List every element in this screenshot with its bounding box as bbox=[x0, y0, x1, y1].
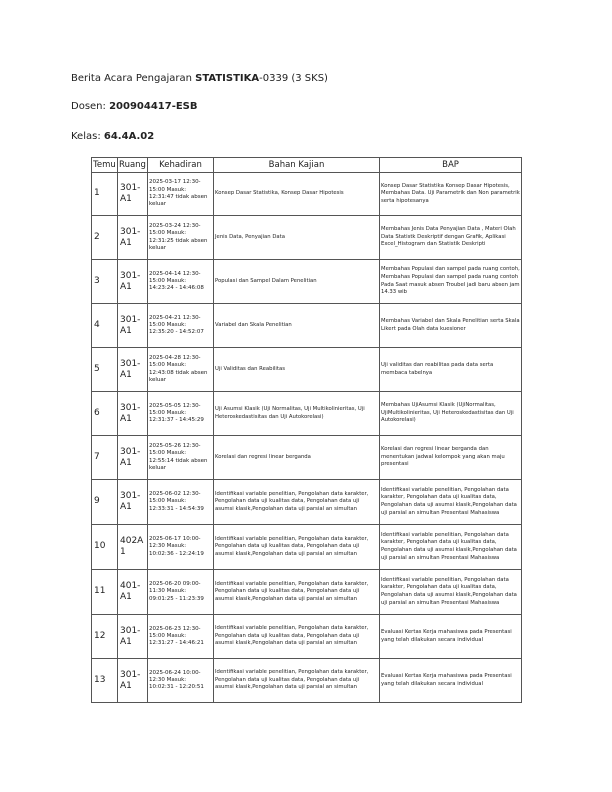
cell-bap: Konsep Dasar Statistika Konsep Dasar Hipotesis, Membahas Data. Uji Parametrik dan Non parametrik serta hipotesanya bbox=[380, 173, 522, 216]
cell-bap: Membahas Populasi dan sampel pada ruang contoh, Membahas Populasi dan sampel pada ruang contoh Pada Saat masuk absen Troubel jadi baru absen jam 14.33 wib bbox=[380, 260, 522, 304]
cell-bap: Uji validitas dan reabilitas pada data serta membaca tabelnya bbox=[380, 348, 522, 392]
col-header-temu: Temu bbox=[92, 158, 118, 173]
cell-bap: Evaluasi Kertas Kerja mahasiswa pada Presentasi yang telah dilakukan secara individual bbox=[380, 659, 522, 703]
cell-bahan-kajian: Identifikasi variable penelitian, Pengolahan data karakter, Pengolahan data uji kualitas data, Pengolahan data uji asumsi klasik,Pengolahan data uji parsial an simultan bbox=[214, 480, 380, 525]
col-header-bap: BAP bbox=[380, 158, 522, 173]
cell-bap: Membahas Variabel dan Skala Penelitian serta Skala Likert pada Olah data kuesioner bbox=[380, 304, 522, 348]
table-row bbox=[92, 480, 522, 525]
cell-bahan-kajian: Identifikasi variable penelitian, Pengolahan data karakter, Pengolahan data uji kualitas data, Pengolahan data uji asumsi klasik,Pengolahan data uji parsial an simultan bbox=[214, 659, 380, 703]
cell-kehadiran: 2025-04-14 12:30-15:00 Masuk: 14:23:24 - 14:46:08 bbox=[148, 260, 214, 304]
lecturer-label: Dosen: bbox=[71, 101, 110, 112]
table-row bbox=[92, 659, 522, 703]
table-row bbox=[92, 173, 522, 216]
cell-bap: Identifikasi variable penelitian, Pengolahan data karakter, Pengolahan data uji kualitas data, Pengolahan data uji asumsi klasik,Pengolahan data uji parsial an simultan Presentasi Mahasiswa bbox=[380, 480, 522, 525]
cell-temu: 10 bbox=[92, 525, 118, 570]
cell-temu: 3 bbox=[92, 260, 118, 304]
cell-temu: 9 bbox=[92, 480, 118, 525]
cell-kehadiran: 2025-04-21 12:30-15:00 Masuk: 12:35:20 - 14:52:07 bbox=[148, 304, 214, 348]
cell-bap: Identifikasi variable penelitian, Pengolahan data karakter, Pengolahan data uji kualitas data, Pengolahan data uji asumsi klasik,Pengolahan data uji parsial an simultan Presentasi Mahasiswa bbox=[380, 525, 522, 570]
cell-kehadiran: 2025-05-05 12:30-15:00 Masuk: 12:31:37 - 14:45:29 bbox=[148, 392, 214, 436]
table-row bbox=[92, 570, 522, 615]
cell-kehadiran: 2025-06-24 10:00-12:30 Masuk: 10:02:31 - 12:20:51 bbox=[148, 659, 214, 703]
col-header-ruang: Ruang bbox=[118, 158, 148, 173]
col-header-bahan-kajian: Bahan Kajian bbox=[214, 158, 380, 173]
cell-temu: 6 bbox=[92, 392, 118, 436]
cell-ruang: 301-A1 bbox=[118, 659, 148, 703]
document-header bbox=[66, 70, 542, 146]
cell-kehadiran: 2025-06-23 12:30-15:00 Masuk: 12:31:27 - 14:46:21 bbox=[148, 615, 214, 659]
cell-ruang: 301-A1 bbox=[118, 436, 148, 480]
cell-bahan-kajian: Identifikasi variable penelitian, Pengolahan data karakter, Pengolahan data uji kualitas data, Pengolahan data uji asumsi klasik,Pengolahan data uji parsial an simultan bbox=[214, 570, 380, 615]
cell-kehadiran: 2025-03-17 12:30-15:00 Masuk: 12:31:47 tidak absen keluar bbox=[148, 173, 214, 216]
table-row bbox=[92, 525, 522, 570]
class-line bbox=[71, 131, 154, 142]
table-row bbox=[92, 304, 522, 348]
cell-bahan-kajian: Identifikasi variable penelitian, Pengolahan data karakter, Pengolahan data uji kualitas data, Pengolahan data uji asumsi klasik,Pengolahan data uji parsial an simultan bbox=[214, 525, 380, 570]
class-code: 64.4A.02 bbox=[103, 131, 155, 142]
cell-bahan-kajian: Populasi dan Sampel Dalam Penelitian bbox=[214, 260, 380, 304]
cell-ruang: 301-A1 bbox=[118, 480, 148, 525]
table-header-row bbox=[92, 158, 522, 173]
cell-ruang: 301-A1 bbox=[118, 173, 148, 216]
cell-temu: 1 bbox=[92, 173, 118, 216]
cell-kehadiran: 2025-05-26 12:30-15:00 Masuk: 12:55:14 tidak absen keluar bbox=[148, 436, 214, 480]
cell-temu: 13 bbox=[92, 659, 118, 703]
cell-temu: 12 bbox=[92, 615, 118, 659]
cell-bap: Membahas UjiAsumsi Klasik (UjiNormalitas, UjiMultikolinieritas, Uji Heteroskedastisitas dan Uji Autokorelasi) bbox=[380, 392, 522, 436]
cell-bap: Korelasi dan regresi linear berganda dan menentukan jadwal kelompok yang akan maju presentasi bbox=[380, 436, 522, 480]
course-name: STATISTIKA bbox=[195, 73, 260, 84]
cell-kehadiran: 2025-06-02 12:30-15:00 Masuk: 12:33:31 - 14:54:39 bbox=[148, 480, 214, 525]
cell-bap: Identifikasi variable penelitian, Pengolahan data karakter, Pengolahan data uji kualitas data, Pengolahan data uji asumsi klasik,Pengolahan data uji parsial an simultan Presentasi Mahasiswa bbox=[380, 570, 522, 615]
table-row bbox=[92, 260, 522, 304]
cell-kehadiran: 2025-06-20 09:00-11:30 Masuk: 09:01:25 - 11:23:39 bbox=[148, 570, 214, 615]
lecturer-line bbox=[71, 101, 198, 112]
cell-kehadiran: 2025-03-24 12:30-15:00 Masuk: 12:31:25 tidak absen keluar bbox=[148, 216, 214, 260]
cell-bap: Membahas Jenis Data Penyajian Data , Materi Olah Data Statistk Deskriptif dengan Grafik, Aplikasi Excel_Histogram dan Statistik Deskripti bbox=[380, 216, 522, 260]
table-row bbox=[92, 348, 522, 392]
cell-bahan-kajian: Korelasi dan regresi linear berganda bbox=[214, 436, 380, 480]
cell-ruang: 301-A1 bbox=[118, 216, 148, 260]
cell-temu: 2 bbox=[92, 216, 118, 260]
cell-bahan-kajian: Konsep Dasar Statistika, Konsep Dasar Hipotesis bbox=[214, 173, 380, 216]
cell-temu: 5 bbox=[92, 348, 118, 392]
cell-temu: 11 bbox=[92, 570, 118, 615]
cell-ruang: 301-A1 bbox=[118, 392, 148, 436]
course-code: -0339 (3 SKS) bbox=[259, 73, 328, 84]
cell-bahan-kajian: Identifikasi variable penelitian, Pengolahan data karakter, Pengolahan data uji kualitas data, Pengolahan data uji asumsi klasik,Pengolahan data uji parsial an simultan bbox=[214, 615, 380, 659]
cell-kehadiran: 2025-06-17 10:00-12:30 Masuk: 10:02:36 - 12:24:19 bbox=[148, 525, 214, 570]
cell-ruang: 401-A1 bbox=[118, 570, 148, 615]
table-row bbox=[92, 216, 522, 260]
report-title bbox=[71, 73, 328, 84]
cell-bahan-kajian: Variabel dan Skala Penelitian bbox=[214, 304, 380, 348]
cell-bahan-kajian: Uji Asumsi Klasik (Uji Normalitas, Uji Multikolinieritas, Uji Heteroskedastisitas dan Uji Autokorelasi) bbox=[214, 392, 380, 436]
cell-ruang: 301-A1 bbox=[118, 304, 148, 348]
cell-temu: 7 bbox=[92, 436, 118, 480]
cell-bap: Evaluasi Kertas Kerja mahasiswa pada Presentasi yang telah dilakukan secara individual bbox=[380, 615, 522, 659]
cell-temu: 4 bbox=[92, 304, 118, 348]
cell-ruang: 402A1 bbox=[118, 525, 148, 570]
attendance-table bbox=[91, 157, 522, 703]
cell-bahan-kajian: Jenis Data, Penyajian Data bbox=[214, 216, 380, 260]
table-row bbox=[92, 392, 522, 436]
table-row bbox=[92, 436, 522, 480]
cell-ruang: 301-A1 bbox=[118, 348, 148, 392]
cell-kehadiran: 2025-04-28 12:30-15:00 Masuk: 12:43:08 tidak absen keluar bbox=[148, 348, 214, 392]
title-prefix: Berita Acara Pengajaran bbox=[71, 73, 196, 84]
class-label: Kelas: bbox=[71, 131, 104, 142]
col-header-kehadiran: Kehadiran bbox=[148, 158, 214, 173]
lecturer-id: 200904417-ESB bbox=[109, 101, 198, 112]
cell-bahan-kajian: Uji Validitas dan Reabilitas bbox=[214, 348, 380, 392]
table-row bbox=[92, 615, 522, 659]
cell-ruang: 301-A1 bbox=[118, 615, 148, 659]
cell-ruang: 301-A1 bbox=[118, 260, 148, 304]
